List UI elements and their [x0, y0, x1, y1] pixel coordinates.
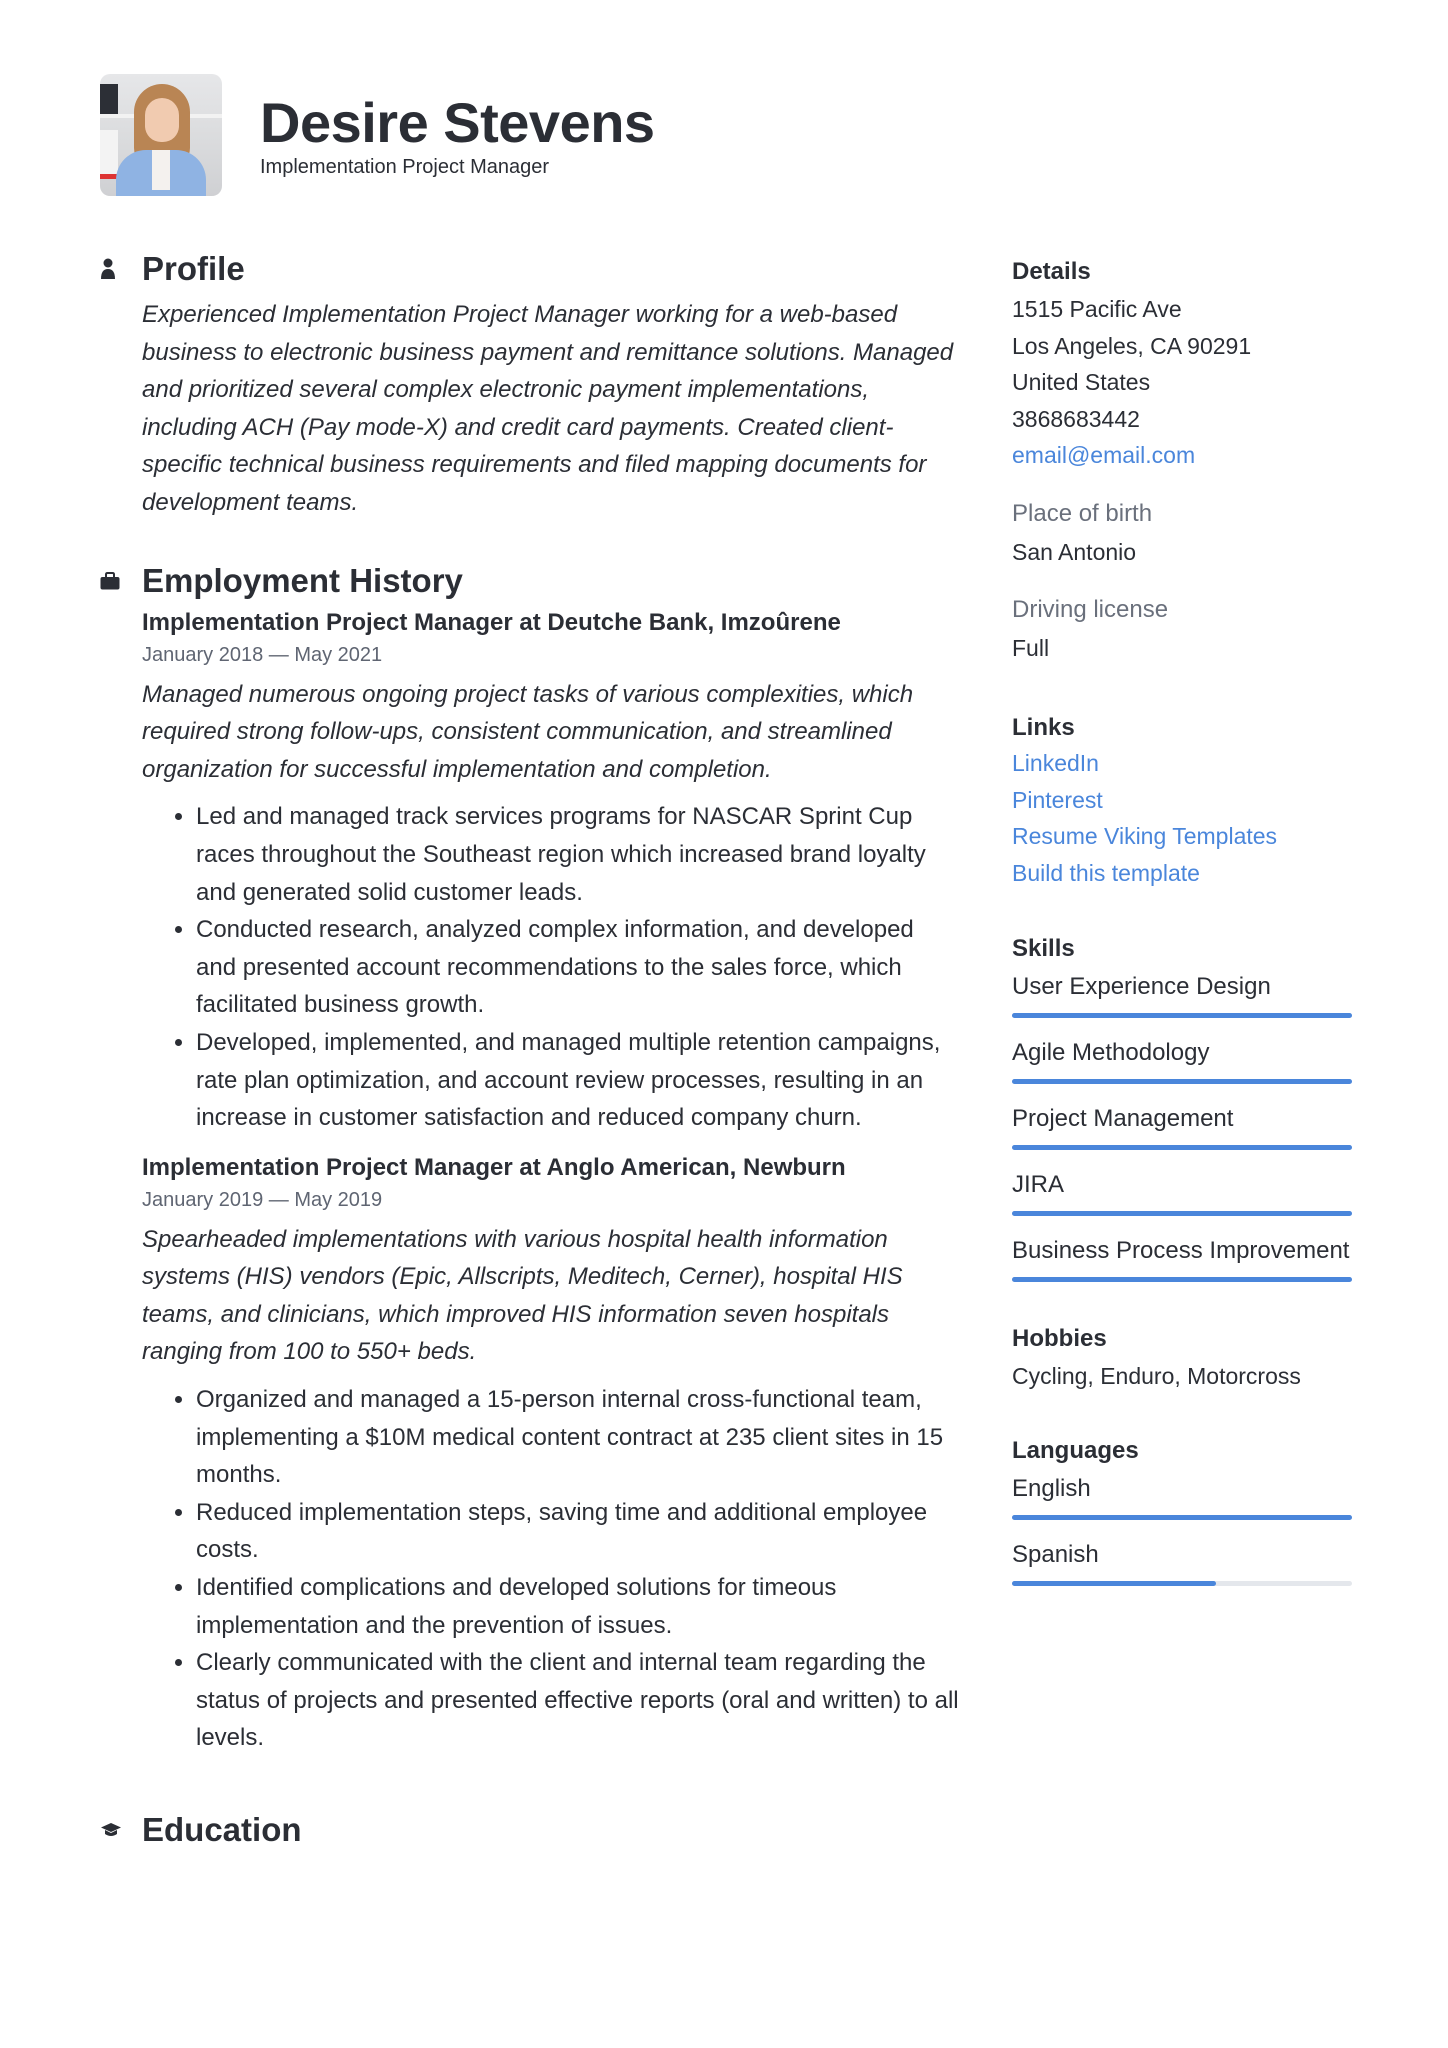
- skill-level-bar: [1012, 1079, 1352, 1084]
- skill-name: User Experience Design: [1012, 972, 1271, 1000]
- address-line-1: 1515 Pacific Ave: [1012, 296, 1182, 322]
- link-resume-viking-templates[interactable]: Resume Viking Templates: [1012, 823, 1278, 850]
- bullet-item: • Led and managed track services programs for NASCAR Sprint Cup races throughout the Southeast region which increased brand loyalty and generated solid customer leads.: [196, 798, 960, 911]
- job-dates: January 2019 — May 2019: [142, 1188, 383, 1211]
- skill-level-bar: [1012, 1211, 1352, 1216]
- links-heading: Links: [1012, 713, 1075, 741]
- skill-level-fill: [1012, 1145, 1352, 1150]
- language-name: Spanish: [1012, 1541, 1099, 1569]
- job-title: Implementation Project Manager at Anglo American, Newburn: [142, 1153, 846, 1181]
- languages-list: [1012, 1470, 1352, 1586]
- email-link[interactable]: email@email.com: [1012, 442, 1196, 468]
- job-entry: [142, 606, 960, 1137]
- candidate-title: Implementation Project Manager: [260, 155, 550, 178]
- language-level-fill: [1012, 1581, 1216, 1586]
- language-level-bar: [1012, 1581, 1352, 1586]
- languages-heading: Languages: [1012, 1437, 1139, 1465]
- skills-heading: Skills: [1012, 934, 1075, 962]
- education-heading: Education: [142, 1811, 302, 1848]
- driving-license: Full: [1012, 635, 1050, 662]
- job-title: Implementation Project Manager at Deutche Bank, Imzoûrene: [142, 608, 841, 636]
- profile-section-heading: [100, 246, 960, 292]
- language-level-bar: [1012, 1515, 1352, 1520]
- bullet-item: • Reduced implementation steps, saving time and additional employee costs.: [196, 1494, 960, 1569]
- job-bullets: [100, 798, 960, 1136]
- link-pinterest[interactable]: Pinterest: [1012, 786, 1103, 813]
- resume-header: [100, 73, 655, 197]
- bullet-item: • Clearly communicated with the client and internal team regarding the status of projects and presented effective reports (oral and written) to all levels.: [196, 1644, 960, 1757]
- phone: 3868683442: [1012, 405, 1140, 432]
- skill-name: Agile Methodology: [1012, 1038, 1210, 1066]
- skill-level-bar: [1012, 1013, 1352, 1018]
- details-heading: Details: [1012, 258, 1091, 285]
- place-of-birth: San Antonio: [1012, 538, 1137, 565]
- skill-level-bar: [1012, 1145, 1352, 1150]
- skills-list: [1012, 968, 1352, 1282]
- place-of-birth-label: Place of birth: [1012, 499, 1153, 527]
- job-entry: [142, 1151, 960, 1757]
- profile-heading: Profile: [142, 250, 245, 287]
- employment-section-heading: [100, 558, 960, 604]
- link-linkedin[interactable]: LinkedIn: [1012, 749, 1099, 776]
- sidebar-column: [1012, 255, 1352, 1602]
- link-build-template[interactable]: Build this template: [1012, 860, 1200, 887]
- skill-level-fill: [1012, 1079, 1352, 1084]
- bullet-item: • Conducted research, analyzed complex information, and developed and presented account recommendations to the sales force, which facilitated business growth.: [196, 911, 960, 1024]
- hobbies-heading: Hobbies: [1012, 1324, 1107, 1352]
- skill-level-bar: [1012, 1277, 1352, 1282]
- hobbies-text: Cycling, Enduro, Motorcross: [1012, 1362, 1301, 1389]
- bullet-item: • Organized and managed a 15-person internal cross-functional team, implementing a $10M medical content contract at 235 client sites in 15 months.: [196, 1381, 960, 1494]
- skill-name: Business Process Improvement: [1012, 1236, 1350, 1264]
- address-line-2: Los Angeles, CA 90291: [1012, 332, 1252, 359]
- profile-summary: Experienced Implementation Project Manager working for a web-based business to electronic business payment and remittance solutions. Managed and prioritized several complex electronic payment implementations, including ACH (Pay mode-X) and credit card payments. Created client-specific technical business requirements and filed mapping documents for development teams.: [142, 301, 954, 516]
- job-summary: Managed numerous ongoing project tasks of various complexities, which required strong follow-ups, consistent communication, and streamlined organization for successful implementation and completion.: [142, 680, 914, 783]
- profile-photo: [100, 74, 222, 196]
- candidate-name: Desire Stevens: [260, 90, 655, 154]
- skill-name: JIRA: [1012, 1170, 1065, 1198]
- education-section-heading: [100, 1807, 960, 1853]
- driving-license-label: Driving license: [1012, 596, 1169, 624]
- language-name: English: [1012, 1475, 1091, 1503]
- bullet-item: • Identified complications and developed solutions for timeous implementation and the prevention of issues.: [196, 1569, 960, 1644]
- employment-heading: Employment History: [142, 561, 463, 599]
- bullet-item: • Developed, implemented, and managed multiple retention campaigns, rate plan optimization, and account review processes, resulting in an increase in customer satisfaction and reduced company churn.: [196, 1024, 960, 1137]
- skill-level-fill: [1012, 1013, 1352, 1018]
- skill-level-fill: [1012, 1211, 1352, 1216]
- country: United States: [1012, 369, 1151, 395]
- job-bullets: [100, 1381, 960, 1757]
- graduation-cap-icon: [100, 1822, 142, 1838]
- person-icon: [100, 258, 142, 280]
- skill-level-fill: [1012, 1277, 1352, 1282]
- job-dates: January 2018 — May 2021: [142, 643, 383, 666]
- briefcase-icon: [100, 572, 142, 590]
- skill-name: Project Management: [1012, 1104, 1234, 1132]
- language-level-fill: [1012, 1515, 1352, 1520]
- main-column: [100, 246, 960, 1853]
- job-summary: Spearheaded implementations with various hospital health information systems (HIS) vendors (Epic, Allscripts, Meditech, Cerner), hospital HIS teams, and clinicians, which improved HIS information seven hospitals ranging from 100 to 550+ beds.: [142, 1225, 903, 1366]
